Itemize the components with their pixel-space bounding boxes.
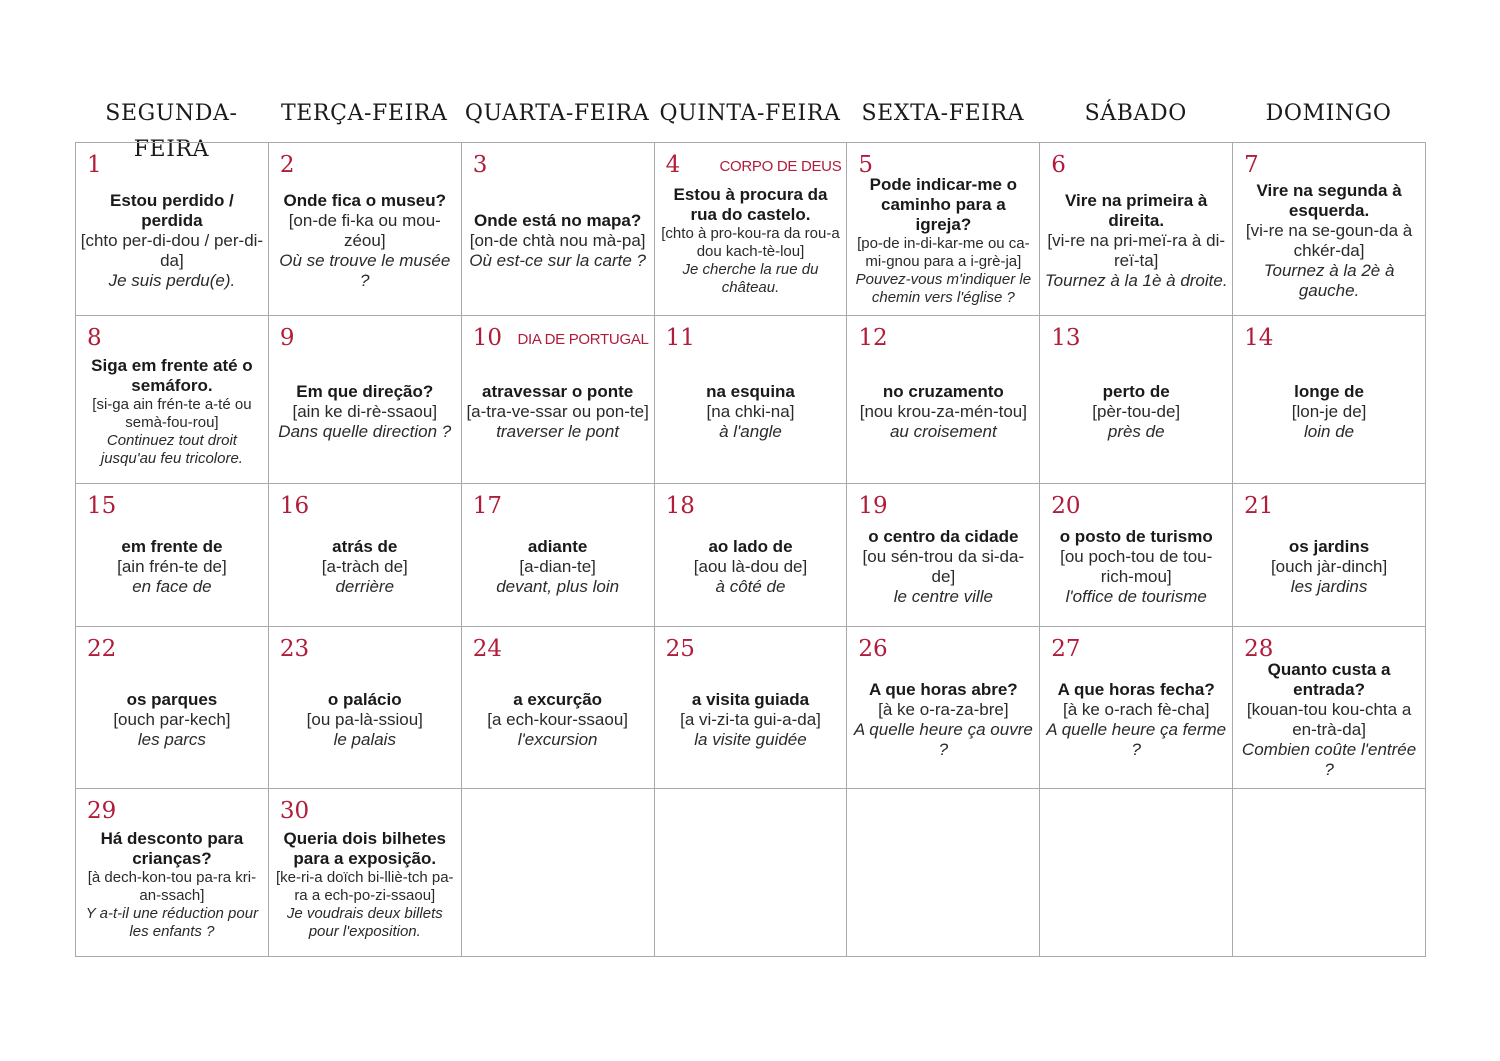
pronunciation: [aou là-dou de] xyxy=(693,557,808,576)
portuguese-phrase: adiante xyxy=(527,537,588,556)
phrase-block xyxy=(80,655,264,784)
portuguese-phrase: na esquina xyxy=(706,381,795,401)
day-cell-5 xyxy=(847,143,1040,316)
french-translation: Y a-t-il une réduction pour les enfants ? xyxy=(85,904,259,940)
portuguese-phrase: a visita guiada xyxy=(691,689,810,709)
portuguese-phrase: os parques xyxy=(126,689,218,709)
phrase-block xyxy=(466,344,650,479)
day-cell-25 xyxy=(655,627,848,789)
day-number: 17 xyxy=(472,493,502,519)
portuguese-phrase: Vire na segunda à esquerda. xyxy=(1256,181,1402,220)
pronunciation: [lon-je de] xyxy=(1291,401,1367,421)
day-number: 7 xyxy=(1244,152,1259,178)
pronunciation: [on-de fi-ka ou mou-zéou] xyxy=(288,211,441,250)
day-cell-26 xyxy=(847,627,1040,789)
day-cell-8 xyxy=(76,316,269,484)
day-number: 10 xyxy=(472,325,502,351)
empty-cell xyxy=(847,789,1040,957)
portuguese-phrase: A que horas abre? xyxy=(869,679,1018,699)
phrase-block xyxy=(659,512,843,622)
french-translation: le centre ville xyxy=(893,587,993,606)
phrase-block xyxy=(659,344,843,479)
phrase-block xyxy=(80,171,264,311)
day-number: 25 xyxy=(665,636,695,662)
weekday-thursday: QUINTA-FEIRA xyxy=(659,101,841,126)
portuguese-phrase: em frente de xyxy=(121,537,223,556)
phrase-block xyxy=(466,512,650,622)
portuguese-phrase: Pode indicar-me o caminho para a igreja? xyxy=(869,175,1018,234)
portuguese-phrase: a excurção xyxy=(513,689,603,709)
day-cell-29 xyxy=(76,789,269,957)
phrase-block xyxy=(851,512,1035,622)
portuguese-phrase: longe de xyxy=(1294,381,1365,401)
day-number: 28 xyxy=(1244,636,1274,662)
french-translation: A quelle heure ça ouvre ? xyxy=(853,719,1033,759)
french-translation: Je suis perdu(e). xyxy=(108,271,236,290)
portuguese-phrase: Quanto custa a entrada? xyxy=(1267,659,1391,699)
phrase-block xyxy=(1237,344,1421,479)
phrase-block xyxy=(273,512,457,622)
day-cell-21 xyxy=(1233,484,1426,627)
weekday-saturday: SÁBADO xyxy=(1084,101,1187,126)
portuguese-phrase: os jardins xyxy=(1288,537,1370,556)
weekday-tuesday: TERÇA-FEIRA xyxy=(281,101,448,126)
day-number: 6 xyxy=(1051,152,1066,178)
day-number: 14 xyxy=(1244,325,1274,351)
pronunciation: [à ke o-rach fè-cha] xyxy=(1062,699,1210,719)
portuguese-phrase: Vire na primeira à direita. xyxy=(1065,191,1208,230)
french-translation: Je cherche la rue du château. xyxy=(682,261,819,296)
french-translation: l'excursion xyxy=(517,729,598,749)
french-translation: Pouvez-vous m'indiquer le chemin vers l'église ? xyxy=(855,271,1032,306)
day-number: 22 xyxy=(87,636,117,662)
phrase-block xyxy=(1044,655,1228,784)
day-cell-22 xyxy=(76,627,269,789)
day-number: 27 xyxy=(1051,636,1081,662)
phrase-block xyxy=(1237,171,1421,311)
phrase-block xyxy=(659,171,843,311)
day-cell-24 xyxy=(462,627,655,789)
pronunciation: [na chki-na] xyxy=(706,401,795,421)
day-cell-3 xyxy=(462,143,655,316)
pronunciation: [a-tràch de] xyxy=(321,557,408,576)
phrase-block xyxy=(466,655,650,784)
day-number: 1 xyxy=(87,152,102,178)
day-cell-23 xyxy=(269,627,462,789)
french-translation: les parcs xyxy=(137,729,206,749)
portuguese-phrase: atravessar o ponte xyxy=(482,381,634,401)
portuguese-phrase: Estou à procura da rua do castelo. xyxy=(673,185,828,224)
day-number: 30 xyxy=(279,798,310,824)
french-translation: Je voudrais deux billets pour l'exposition. xyxy=(286,904,443,940)
day-cell-15 xyxy=(76,484,269,627)
day-cell-19 xyxy=(847,484,1040,627)
pronunciation: [ou pa-là-ssiou] xyxy=(306,709,423,729)
portuguese-phrase: no cruzamento xyxy=(882,381,1004,401)
french-translation: à l'angle xyxy=(719,421,782,441)
pronunciation: [nou krou-za-mén-tou] xyxy=(859,401,1027,421)
day-number: 26 xyxy=(858,636,888,662)
day-cell-1 xyxy=(76,143,269,316)
pronunciation: [ain frén-te de] xyxy=(117,557,227,576)
day-number: 24 xyxy=(472,636,502,662)
phrase-block xyxy=(273,171,457,311)
day-cell-10 xyxy=(462,316,655,484)
phrase-block xyxy=(1044,171,1228,311)
pronunciation: [si-ga ain frén-te a-té ou semà-fou-rou] xyxy=(92,395,252,431)
empty-cell xyxy=(1233,789,1426,957)
weekday-friday: SEXTA-FEIRA xyxy=(861,101,1025,126)
phrase-block xyxy=(851,655,1035,784)
phrase-block xyxy=(1044,344,1228,479)
day-cell-20 xyxy=(1040,484,1233,627)
pronunciation: [on-de chtà nou mà-pa] xyxy=(469,231,646,250)
french-translation: loin de xyxy=(1304,421,1355,441)
portuguese-phrase: Estou perdido / perdida xyxy=(110,191,234,230)
holiday-label: DIA DE PORTUGAL xyxy=(517,331,649,348)
french-translation: les jardins xyxy=(1290,577,1368,596)
french-translation: au croisement xyxy=(889,421,997,441)
day-cell-4 xyxy=(655,143,848,316)
day-cell-27 xyxy=(1040,627,1233,789)
french-translation: la visite guidée xyxy=(694,729,807,749)
pronunciation: [ke-ri-a doïch bi-lliè-tch pa-ra a ech-po-zi-ssaou] xyxy=(275,868,454,904)
day-number: 4 xyxy=(665,152,681,178)
day-number: 15 xyxy=(87,493,117,519)
french-translation: près de xyxy=(1107,421,1165,441)
day-cell-7 xyxy=(1233,143,1426,316)
day-number: 19 xyxy=(858,493,888,519)
day-number: 3 xyxy=(472,152,488,178)
pronunciation: [ou poch-tou de tou-rich-mou] xyxy=(1060,547,1213,586)
portuguese-phrase: Em que direção? xyxy=(296,381,434,401)
day-cell-11 xyxy=(655,316,848,484)
pronunciation: [à dech-kon-tou pa-ra kri-an-ssach] xyxy=(87,868,257,904)
day-number: 29 xyxy=(87,798,117,824)
portuguese-phrase: ao lado de xyxy=(708,537,793,556)
phrase-block xyxy=(80,344,264,479)
day-number: 13 xyxy=(1051,325,1081,351)
pronunciation: [a vi-zi-ta gui-a-da] xyxy=(680,709,821,729)
phrase-block xyxy=(1044,512,1228,622)
phrase-block xyxy=(1237,655,1421,784)
portuguese-phrase: Onde fica o museu? xyxy=(283,191,447,210)
day-cell-6 xyxy=(1040,143,1233,316)
portuguese-phrase: o palácio xyxy=(327,689,402,709)
phrase-block xyxy=(273,344,457,479)
french-translation: A quelle heure ça ferme ? xyxy=(1046,719,1227,759)
portuguese-phrase: o posto de turismo xyxy=(1059,527,1213,546)
day-cell-17 xyxy=(462,484,655,627)
pronunciation: [pèr-tou-de] xyxy=(1092,401,1181,421)
weekday-header xyxy=(75,96,1425,162)
phrase-block xyxy=(1237,512,1421,622)
day-number: 2 xyxy=(279,152,295,178)
day-cell-14 xyxy=(1233,316,1426,484)
weekday-sunday: DOMINGO xyxy=(1265,101,1392,126)
french-translation: Dans quelle direction ? xyxy=(278,421,452,441)
french-translation: à côté de xyxy=(715,577,786,596)
day-cell-18 xyxy=(655,484,848,627)
french-translation: Continuez tout droit jusqu'au feu tricolore. xyxy=(100,431,243,467)
portuguese-phrase: perto de xyxy=(1102,381,1170,401)
weekday-wednesday: QUARTA-FEIRA xyxy=(464,101,650,126)
portuguese-phrase: o centro da cidade xyxy=(868,527,1019,546)
empty-cell xyxy=(1040,789,1233,957)
phrase-block xyxy=(851,344,1035,479)
day-number: 23 xyxy=(279,636,310,662)
french-translation: traverser le pont xyxy=(496,421,620,441)
french-translation: le palais xyxy=(333,729,396,749)
pronunciation: [chto per-di-dou / per-di-da] xyxy=(80,231,264,270)
pronunciation: [ouch jàr-dinch] xyxy=(1270,557,1388,576)
phrase-block xyxy=(80,512,264,622)
pronunciation: [à ke o-ra-za-bre] xyxy=(878,699,1009,719)
day-cell-9 xyxy=(269,316,462,484)
pronunciation: [ouch par-kech] xyxy=(113,709,231,729)
portuguese-phrase: atrás de xyxy=(332,537,398,556)
phrase-block xyxy=(273,655,457,784)
pronunciation: [po-de in-di-kar-me ou ca-mi-gnou para a i-grè-ja] xyxy=(857,235,1030,270)
phrase-block xyxy=(851,171,1035,311)
calendar-grid xyxy=(75,142,1426,957)
french-translation: Tournez à la 2è à gauche. xyxy=(1263,261,1395,300)
portuguese-phrase: Onde está no mapa? xyxy=(474,211,642,230)
phrase-block xyxy=(466,171,650,311)
phrase-block xyxy=(659,655,843,784)
phrase-block xyxy=(273,817,457,952)
day-number: 9 xyxy=(279,325,295,351)
french-translation: devant, plus loin xyxy=(496,577,620,596)
empty-cell xyxy=(655,789,848,957)
empty-cell xyxy=(462,789,655,957)
weekday-monday: SEGUNDA-FEIRA xyxy=(105,101,238,162)
pronunciation: [vi-re na pri-meï-ra à di-reï-ta] xyxy=(1047,231,1226,270)
day-number: 8 xyxy=(87,325,102,351)
day-cell-13 xyxy=(1040,316,1233,484)
day-number: 18 xyxy=(665,493,695,519)
pronunciation: [vi-re na se-goun-da à chkér-da] xyxy=(1245,221,1413,260)
french-translation: l'office de tourisme xyxy=(1065,587,1207,606)
day-number: 20 xyxy=(1051,493,1081,519)
day-number: 21 xyxy=(1244,493,1274,519)
french-translation: en face de xyxy=(132,577,212,596)
day-number: 11 xyxy=(665,325,695,351)
pronunciation: [kouan-tou kou-chta a en-trà-da] xyxy=(1246,699,1412,739)
day-cell-28 xyxy=(1233,627,1426,789)
pronunciation: [chto à pro-kou-ra da rou-a dou kach-tè-lou] xyxy=(661,225,840,260)
pronunciation: [a ech-kour-ssaou] xyxy=(487,709,629,729)
portuguese-phrase: Siga em frente até o semáforo. xyxy=(91,355,253,395)
day-cell-2 xyxy=(269,143,462,316)
portuguese-phrase: A que horas fecha? xyxy=(1057,679,1215,699)
phrase-block xyxy=(80,817,264,952)
holiday-label: CORPO DE DEUS xyxy=(719,158,842,175)
pronunciation: [a-tra-ve-ssar ou pon-te] xyxy=(466,401,649,421)
french-translation: Où se trouve le musée ? xyxy=(279,251,451,290)
day-number: 16 xyxy=(279,493,310,519)
french-translation: Combien coûte l'entrée ? xyxy=(1241,739,1417,779)
day-cell-12 xyxy=(847,316,1040,484)
day-cell-30 xyxy=(269,789,462,957)
portuguese-phrase: Há desconto para crianças? xyxy=(100,828,244,868)
french-translation: Où est-ce sur la carte ? xyxy=(469,251,646,270)
day-number: 12 xyxy=(858,325,888,351)
pronunciation: [ain ke di-rè-ssaou] xyxy=(292,401,438,421)
day-number: 5 xyxy=(858,152,874,178)
pronunciation: [ou sén-trou da si-da-de] xyxy=(862,547,1025,586)
day-cell-16 xyxy=(269,484,462,627)
pronunciation: [a-dian-te] xyxy=(519,557,596,576)
portuguese-phrase: Queria dois bilhetes para a exposição. xyxy=(283,828,447,868)
french-translation: Tournez à la 1è à droite. xyxy=(1044,271,1228,290)
french-translation: derrière xyxy=(335,577,395,596)
